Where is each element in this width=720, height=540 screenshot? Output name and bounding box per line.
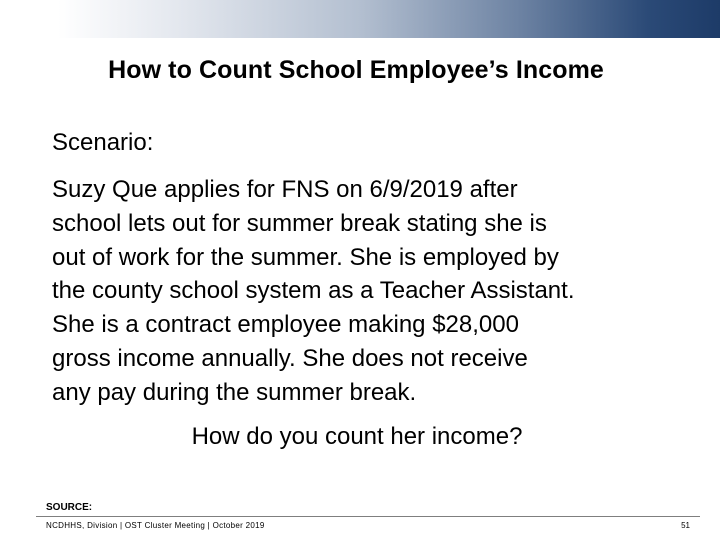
scenario-label: Scenario: xyxy=(52,129,154,156)
footer-text: NCDHHS, Division | OST Cluster Meeting | October 2019 xyxy=(46,521,265,530)
footer-divider xyxy=(36,516,700,517)
scenario-line: any pay during the summer break. xyxy=(52,378,417,406)
scenario-line: out of work for the summer. She is employed by xyxy=(52,243,559,271)
scenario-body xyxy=(52,173,702,410)
scenario-line: Suzy Que applies for FNS on 6/9/2019 after xyxy=(52,176,518,203)
header-gradient-bar xyxy=(0,0,720,38)
slide-title: How to Count School Employee’s Income xyxy=(108,56,604,84)
question-text: How do you count her income? xyxy=(191,423,523,450)
scenario-line: gross income annually. She does not receive xyxy=(52,344,528,372)
page-number: 51 xyxy=(681,521,690,530)
scenario-line: the county school system as a Teacher Assistant. xyxy=(52,277,575,305)
scenario-line: school lets out for summer break stating she is xyxy=(52,209,547,237)
scenario-line: She is a contract employee making $28,000 xyxy=(52,311,519,339)
source-label: SOURCE: xyxy=(46,502,93,513)
